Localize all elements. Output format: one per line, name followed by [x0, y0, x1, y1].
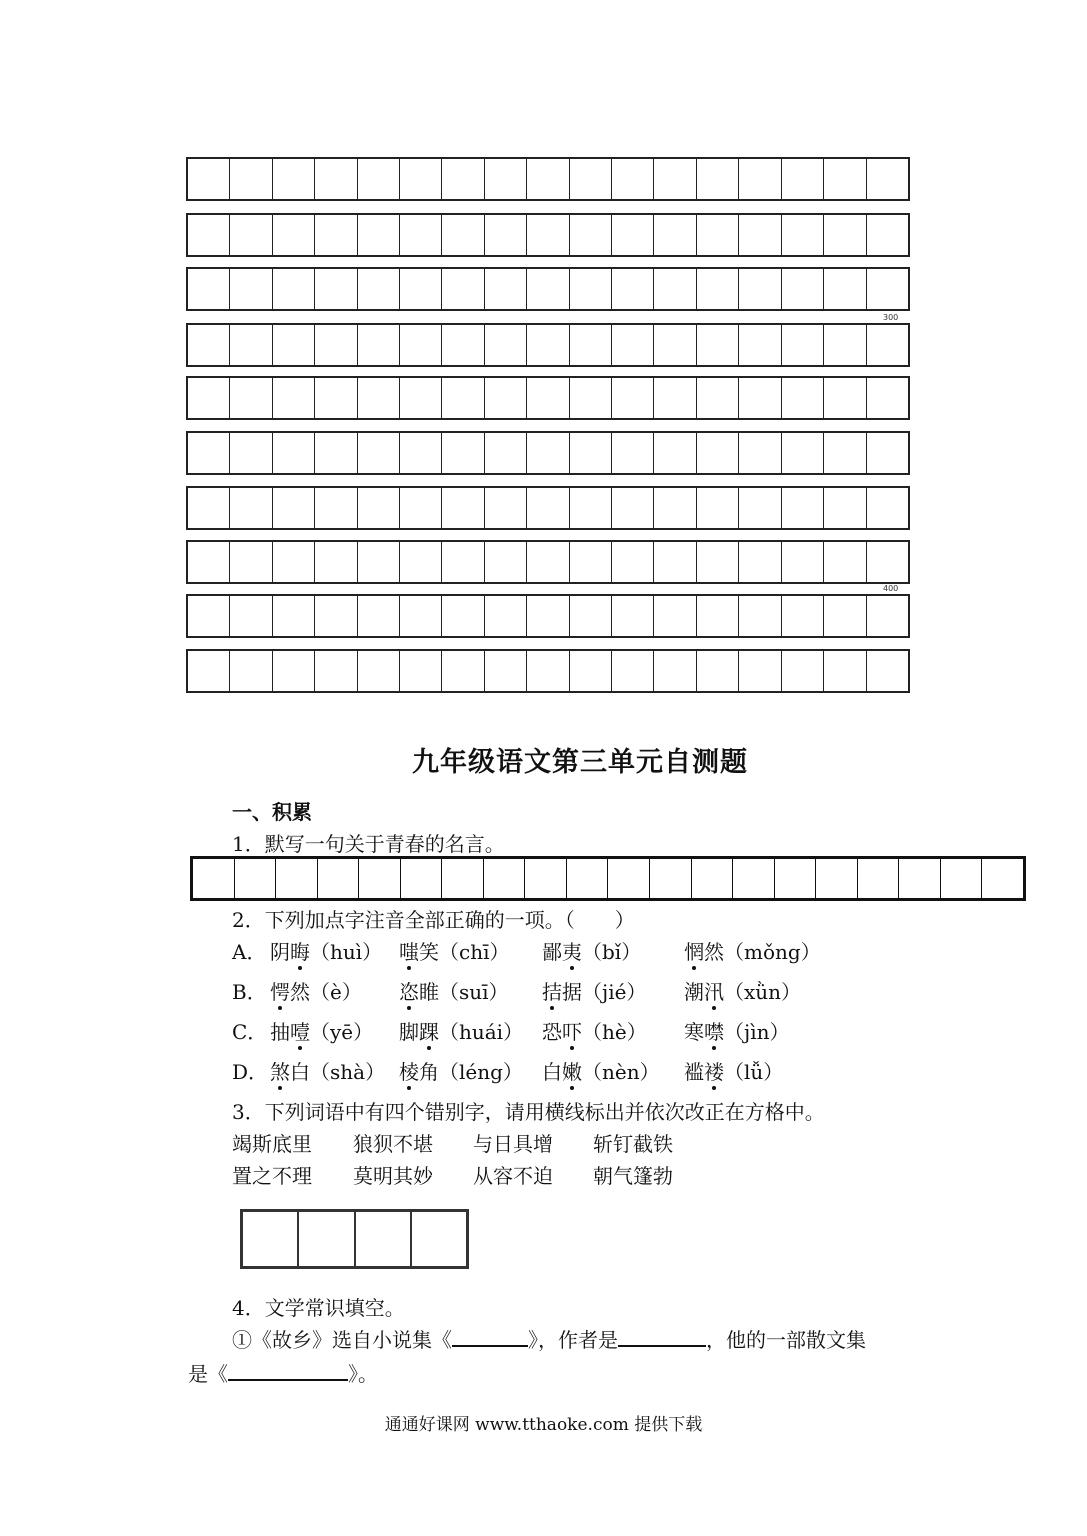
grid-cell[interactable] — [358, 378, 400, 418]
answer-box[interactable] — [243, 1212, 299, 1266]
answer-cell[interactable] — [276, 859, 318, 898]
grid-cell[interactable] — [400, 325, 442, 365]
option-word: 鄙夷（bǐ） — [542, 940, 642, 964]
grid-cell[interactable] — [824, 596, 866, 636]
q4-line-1 — [232, 1324, 866, 1353]
answer-cell[interactable] — [608, 859, 650, 898]
q4-blank-author[interactable] — [618, 1327, 706, 1347]
question-2: 2．下列加点字注音全部正确的一项。（ ） — [232, 908, 635, 932]
q1-answer-grid[interactable] — [190, 856, 1026, 901]
grid-cell[interactable] — [654, 159, 696, 199]
grid-cell[interactable] — [230, 269, 272, 309]
question-4: 4．文学常识填空。 — [232, 1296, 405, 1320]
grid-cell[interactable] — [358, 542, 400, 582]
option-letter: B． — [232, 980, 267, 1004]
grid-cell[interactable] — [612, 159, 654, 199]
grid-cell[interactable] — [612, 378, 654, 418]
grid-cell[interactable] — [570, 651, 612, 691]
grid-cell[interactable] — [442, 325, 484, 365]
answer-cell[interactable] — [442, 859, 484, 898]
grid-cell[interactable] — [782, 159, 824, 199]
q3-word[interactable]: 斩钉截铁 — [593, 1132, 673, 1156]
grid-cell[interactable] — [358, 215, 400, 255]
grid-cell[interactable] — [527, 269, 569, 309]
grid-cell[interactable] — [315, 378, 357, 418]
grid-cell[interactable] — [315, 215, 357, 255]
answer-cell[interactable] — [692, 859, 734, 898]
grid-cell[interactable] — [782, 651, 824, 691]
grid-cell[interactable] — [442, 596, 484, 636]
q4-text: 是《 — [188, 1362, 228, 1386]
dotted-character: 惘 — [684, 940, 704, 964]
option-word: 阴晦（huì） — [270, 940, 383, 964]
answer-cell[interactable] — [941, 859, 983, 898]
dotted-character: 吓 — [562, 1020, 582, 1044]
dotted-character: 噎 — [290, 1020, 310, 1044]
grid-cell[interactable] — [612, 651, 654, 691]
grid-cell[interactable] — [442, 269, 484, 309]
grid-cell[interactable] — [867, 596, 908, 636]
grid-cell[interactable] — [824, 325, 866, 365]
grid-row — [186, 594, 910, 638]
grid-cell[interactable] — [697, 378, 739, 418]
grid-cell[interactable] — [782, 325, 824, 365]
q3-answer-boxes[interactable] — [240, 1209, 469, 1269]
answer-cell[interactable] — [401, 859, 443, 898]
option-letter: A． — [232, 940, 267, 964]
grid-cell[interactable] — [230, 542, 272, 582]
grid-row — [186, 486, 910, 530]
grid-cell[interactable] — [315, 488, 357, 528]
answer-cell[interactable] — [982, 859, 1023, 898]
grid-cell[interactable] — [358, 651, 400, 691]
answer-cell[interactable] — [899, 859, 941, 898]
grid-cell[interactable] — [485, 215, 527, 255]
grid-cell[interactable] — [273, 433, 315, 473]
grid-cell[interactable] — [188, 488, 230, 528]
q4-line-2 — [188, 1358, 378, 1387]
grid-cell[interactable] — [612, 542, 654, 582]
grid-cell[interactable] — [442, 488, 484, 528]
grid-cell[interactable] — [739, 596, 781, 636]
grid-cell[interactable] — [442, 378, 484, 418]
answer-box[interactable] — [356, 1212, 412, 1266]
option-word: 嗤笑（chī） — [399, 940, 510, 964]
grid-cell[interactable] — [442, 215, 484, 255]
grid-cell[interactable] — [570, 542, 612, 582]
grid-cell[interactable] — [315, 433, 357, 473]
grid-cell[interactable] — [739, 159, 781, 199]
answer-cell[interactable] — [567, 859, 609, 898]
grid-cell[interactable] — [230, 596, 272, 636]
grid-cell[interactable] — [358, 433, 400, 473]
grid-cell[interactable] — [230, 215, 272, 255]
answer-cell[interactable] — [775, 859, 817, 898]
grid-cell[interactable] — [188, 433, 230, 473]
grid-cell[interactable] — [867, 159, 908, 199]
answer-cell[interactable] — [484, 859, 526, 898]
grid-cell[interactable] — [739, 651, 781, 691]
grid-cell[interactable] — [188, 596, 230, 636]
grid-cell[interactable] — [824, 269, 866, 309]
grid-cell[interactable] — [315, 325, 357, 365]
grid-cell[interactable] — [570, 433, 612, 473]
grid-cell[interactable] — [527, 325, 569, 365]
grid-cell[interactable] — [612, 269, 654, 309]
q3-word[interactable]: 竭斯底里 — [232, 1132, 312, 1156]
q3-word[interactable]: 莫明其妙 — [353, 1164, 433, 1188]
grid-cell[interactable] — [315, 159, 357, 199]
grid-cell[interactable] — [442, 159, 484, 199]
grid-cell[interactable] — [400, 159, 442, 199]
grid-row — [186, 540, 910, 584]
grid-cell[interactable] — [188, 542, 230, 582]
dotted-character: 晦 — [290, 940, 310, 964]
grid-cell[interactable] — [442, 433, 484, 473]
grid-cell[interactable] — [697, 325, 739, 365]
dotted-character: 愕 — [270, 980, 290, 1004]
grid-cell[interactable] — [654, 433, 696, 473]
grid-cell[interactable] — [612, 596, 654, 636]
grid-row — [186, 323, 910, 367]
grid-cell[interactable] — [697, 542, 739, 582]
grid-cell[interactable] — [358, 269, 400, 309]
grid-cell[interactable] — [485, 325, 527, 365]
grid-cell[interactable] — [273, 269, 315, 309]
grid-cell[interactable] — [612, 215, 654, 255]
answer-box[interactable] — [412, 1212, 466, 1266]
grid-cell[interactable] — [188, 651, 230, 691]
grid-cell[interactable] — [400, 488, 442, 528]
word-count-mark-300: 300 — [883, 313, 899, 322]
grid-cell[interactable] — [358, 159, 400, 199]
grid-row — [186, 431, 910, 475]
grid-cell[interactable] — [612, 488, 654, 528]
answer-cell[interactable] — [525, 859, 567, 898]
grid-cell[interactable] — [442, 542, 484, 582]
answer-cell[interactable] — [318, 859, 360, 898]
answer-cell[interactable] — [193, 859, 235, 898]
grid-cell[interactable] — [782, 488, 824, 528]
grid-cell[interactable] — [188, 378, 230, 418]
grid-cell[interactable] — [824, 542, 866, 582]
option-word: 潮汛（xǜn） — [684, 980, 802, 1004]
grid-cell[interactable] — [867, 651, 908, 691]
grid-cell[interactable] — [230, 488, 272, 528]
grid-cell[interactable] — [782, 433, 824, 473]
grid-cell[interactable] — [570, 269, 612, 309]
answer-cell[interactable] — [733, 859, 775, 898]
option-word: 恣睢（suī） — [399, 980, 509, 1004]
grid-cell[interactable] — [400, 651, 442, 691]
grid-cell[interactable] — [697, 159, 739, 199]
grid-cell[interactable] — [400, 378, 442, 418]
grid-cell[interactable] — [527, 159, 569, 199]
option-word: 愕然（è） — [270, 980, 362, 1004]
dotted-character: 褛 — [704, 1060, 724, 1084]
dotted-character: 嗤 — [399, 940, 419, 964]
option-letter: D． — [232, 1060, 269, 1084]
q4-blank-collection[interactable] — [452, 1327, 528, 1347]
dotted-character: 夷 — [562, 940, 582, 964]
dotted-character: 踝 — [419, 1020, 439, 1044]
grid-cell[interactable] — [570, 325, 612, 365]
grid-row — [186, 376, 910, 420]
q3-word[interactable]: 狼狈不堪 — [353, 1132, 433, 1156]
grid-cell[interactable] — [654, 651, 696, 691]
grid-cell[interactable] — [527, 433, 569, 473]
answer-cell[interactable] — [650, 859, 692, 898]
grid-cell[interactable] — [782, 378, 824, 418]
dotted-character: 嫩 — [562, 1060, 582, 1084]
grid-cell[interactable] — [570, 215, 612, 255]
grid-cell[interactable] — [230, 651, 272, 691]
footer-source: 通通好课网 www.tthaoke.com 提供下载 — [384, 1415, 703, 1435]
grid-row — [186, 157, 910, 201]
grid-row — [186, 267, 910, 311]
question-1: 1．默写一句关于青春的名言。 — [232, 832, 505, 856]
grid-cell[interactable] — [315, 269, 357, 309]
grid-cell[interactable] — [315, 542, 357, 582]
grid-cell[interactable] — [654, 596, 696, 636]
grid-cell[interactable] — [527, 488, 569, 528]
grid-cell[interactable] — [273, 378, 315, 418]
q4-blank-prose[interactable] — [228, 1361, 348, 1381]
grid-cell[interactable] — [824, 433, 866, 473]
q3-word[interactable]: 朝气篷勃 — [593, 1164, 673, 1188]
grid-cell[interactable] — [230, 378, 272, 418]
grid-cell[interactable] — [739, 325, 781, 365]
grid-cell[interactable] — [654, 488, 696, 528]
answer-cell[interactable] — [816, 859, 858, 898]
q4-text: ，他的一部散文集 — [706, 1328, 866, 1352]
grid-cell[interactable] — [358, 596, 400, 636]
grid-cell[interactable] — [485, 542, 527, 582]
grid-cell[interactable] — [867, 269, 908, 309]
grid-cell[interactable] — [824, 651, 866, 691]
grid-cell[interactable] — [485, 269, 527, 309]
option-word: 抽噎（yē） — [270, 1020, 374, 1044]
grid-cell[interactable] — [400, 215, 442, 255]
grid-row — [186, 649, 910, 693]
grid-cell[interactable] — [570, 596, 612, 636]
section-heading: 一、积累 — [232, 800, 312, 824]
grid-cell[interactable] — [485, 596, 527, 636]
answer-cell[interactable] — [235, 859, 277, 898]
dotted-character: 噤 — [704, 1020, 724, 1044]
grid-cell[interactable] — [782, 542, 824, 582]
grid-cell[interactable] — [612, 433, 654, 473]
grid-cell[interactable] — [315, 651, 357, 691]
grid-cell[interactable] — [867, 542, 908, 582]
grid-cell[interactable] — [230, 159, 272, 199]
grid-cell[interactable] — [273, 159, 315, 199]
q3-word[interactable]: 置之不理 — [232, 1164, 312, 1188]
grid-cell[interactable] — [273, 651, 315, 691]
q4-text: ①《故乡》选自小说集《 — [232, 1328, 452, 1352]
grid-cell[interactable] — [697, 215, 739, 255]
word-count-mark-400: 400 — [883, 584, 899, 593]
grid-cell[interactable] — [527, 378, 569, 418]
grid-cell[interactable] — [867, 433, 908, 473]
grid-cell[interactable] — [824, 159, 866, 199]
grid-cell[interactable] — [654, 269, 696, 309]
grid-cell[interactable] — [230, 325, 272, 365]
q4-text: 》，作者是 — [528, 1328, 618, 1352]
option-word: 脚踝（huái） — [399, 1020, 524, 1044]
grid-cell[interactable] — [315, 596, 357, 636]
answer-cell[interactable] — [858, 859, 900, 898]
q4-text: 》。 — [348, 1362, 378, 1386]
grid-cell[interactable] — [697, 433, 739, 473]
answer-box[interactable] — [299, 1212, 355, 1266]
option-word: 寒噤（jìn） — [684, 1020, 790, 1044]
option-word: 煞白（shà） — [270, 1060, 386, 1084]
grid-cell[interactable] — [527, 215, 569, 255]
grid-cell[interactable] — [188, 325, 230, 365]
grid-cell[interactable] — [697, 596, 739, 636]
grid-row — [186, 213, 910, 257]
grid-cell[interactable] — [697, 651, 739, 691]
exam-title: 九年级语文第三单元自测题 — [412, 747, 748, 778]
grid-cell[interactable] — [654, 378, 696, 418]
grid-cell[interactable] — [485, 651, 527, 691]
grid-cell[interactable] — [400, 269, 442, 309]
grid-cell[interactable] — [273, 488, 315, 528]
grid-cell[interactable] — [739, 433, 781, 473]
grid-cell[interactable] — [485, 159, 527, 199]
question-3: 3．下列词语中有四个错别字，请用横线标出并依次改正在方格中。 — [232, 1100, 825, 1124]
grid-cell[interactable] — [442, 651, 484, 691]
grid-cell[interactable] — [654, 215, 696, 255]
grid-cell[interactable] — [527, 651, 569, 691]
grid-cell[interactable] — [485, 488, 527, 528]
grid-cell[interactable] — [230, 433, 272, 473]
option-word: 拮据（jié） — [542, 980, 647, 1004]
grid-cell[interactable] — [739, 215, 781, 255]
answer-cell[interactable] — [359, 859, 401, 898]
grid-cell[interactable] — [867, 488, 908, 528]
option-word: 白嫩（nèn） — [542, 1060, 660, 1084]
grid-cell[interactable] — [739, 542, 781, 582]
grid-cell[interactable] — [570, 378, 612, 418]
grid-cell[interactable] — [654, 542, 696, 582]
option-word: 惘然（mǒng） — [684, 940, 821, 964]
grid-cell[interactable] — [188, 269, 230, 309]
grid-cell[interactable] — [782, 596, 824, 636]
grid-cell[interactable] — [358, 488, 400, 528]
option-letter: C． — [232, 1020, 268, 1044]
option-word: 褴褛（lǚ） — [684, 1060, 784, 1084]
grid-cell[interactable] — [782, 269, 824, 309]
grid-cell[interactable] — [697, 269, 739, 309]
grid-cell[interactable] — [867, 378, 908, 418]
dotted-character: 棱 — [399, 1060, 419, 1084]
grid-cell[interactable] — [358, 325, 400, 365]
dotted-character: 恣 — [399, 980, 419, 1004]
dotted-character: 拮 — [542, 980, 562, 1004]
grid-cell[interactable] — [739, 378, 781, 418]
grid-cell[interactable] — [739, 269, 781, 309]
grid-cell[interactable] — [485, 378, 527, 418]
grid-cell[interactable] — [527, 596, 569, 636]
q3-word[interactable]: 与日具增 — [473, 1132, 553, 1156]
grid-cell[interactable] — [570, 488, 612, 528]
grid-cell[interactable] — [739, 488, 781, 528]
grid-cell[interactable] — [400, 596, 442, 636]
grid-cell[interactable] — [485, 433, 527, 473]
grid-cell[interactable] — [273, 215, 315, 255]
grid-cell[interactable] — [612, 325, 654, 365]
grid-cell[interactable] — [654, 325, 696, 365]
grid-cell[interactable] — [570, 159, 612, 199]
grid-cell[interactable] — [273, 596, 315, 636]
grid-cell[interactable] — [782, 215, 824, 255]
grid-cell[interactable] — [273, 542, 315, 582]
grid-cell[interactable] — [867, 215, 908, 255]
dotted-character: 煞 — [270, 1060, 290, 1084]
grid-cell[interactable] — [527, 542, 569, 582]
q3-word[interactable]: 从容不迫 — [473, 1164, 553, 1188]
grid-cell[interactable] — [697, 488, 739, 528]
dotted-character: 汛 — [704, 980, 724, 1004]
grid-cell[interactable] — [400, 433, 442, 473]
grid-cell[interactable] — [400, 542, 442, 582]
grid-cell[interactable] — [188, 215, 230, 255]
grid-cell[interactable] — [188, 159, 230, 199]
grid-cell[interactable] — [824, 215, 866, 255]
grid-cell[interactable] — [867, 325, 908, 365]
grid-cell[interactable] — [824, 378, 866, 418]
option-word: 恐吓（hè） — [542, 1020, 647, 1044]
grid-cell[interactable] — [824, 488, 866, 528]
grid-cell[interactable] — [273, 325, 315, 365]
option-word: 棱角（léng） — [399, 1060, 523, 1084]
